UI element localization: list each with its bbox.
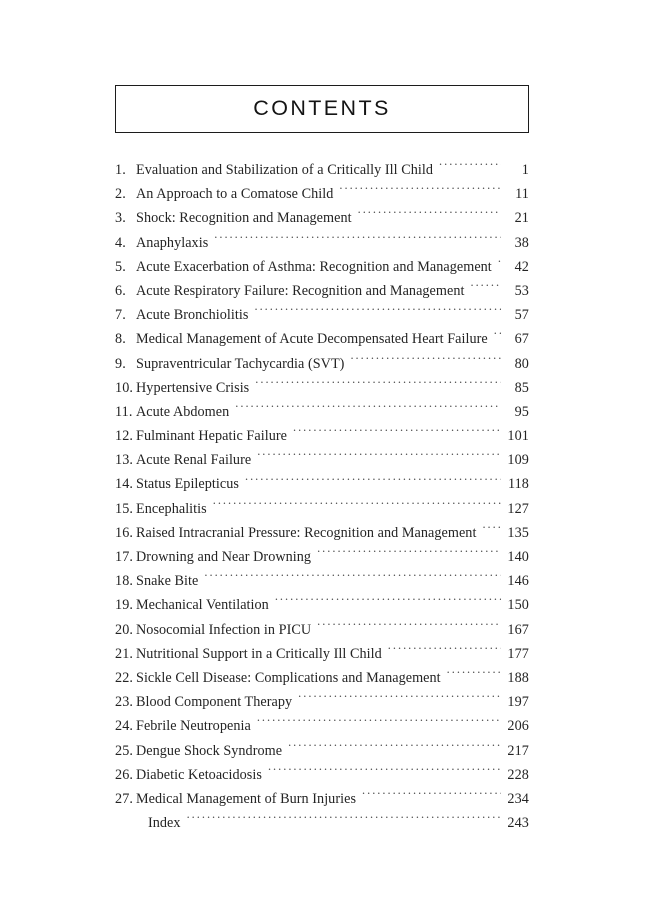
toc-entry-number: 27.	[115, 790, 134, 807]
dot-leader	[350, 353, 501, 367]
dot-leader	[362, 789, 501, 803]
dot-leader	[317, 547, 501, 561]
toc-entry-title: Supraventricular Tachycardia (SVT)	[136, 355, 345, 372]
toc-entry-number: 11.	[115, 403, 133, 420]
toc-row[interactable]	[115, 182, 529, 206]
toc-entry-number: 1.	[115, 162, 126, 178]
toc-entry-page-number: 109	[507, 452, 529, 469]
toc-entry-page-number: 146	[507, 573, 529, 590]
toc-entry-number: 14.	[115, 476, 134, 493]
toc-entry-title: Anaphylaxis	[136, 234, 209, 251]
toc-entry-title: Acute Abdomen	[136, 403, 230, 420]
toc-entry-number: 25.	[115, 742, 134, 759]
toc-entry-title: Hypertensive Crisis	[136, 379, 250, 396]
toc-entry-number: 16.	[115, 524, 134, 541]
toc-entry-page-number: 197	[507, 694, 529, 711]
toc-entry-page-number: 11	[515, 186, 529, 203]
toc-row[interactable]	[115, 521, 529, 545]
toc-entry-page-number: 95	[514, 403, 529, 420]
dot-leader	[298, 692, 501, 706]
dot-leader	[439, 160, 501, 174]
toc-entry-number: 8.	[115, 331, 126, 348]
toc-entry-number: 6.	[115, 282, 126, 299]
toc-row[interactable]	[115, 739, 529, 763]
toc-entry-title: Nosocomial Infection in PICU	[136, 621, 312, 638]
toc-entry-page-number: 228	[507, 766, 529, 783]
toc-entry-page-number: 21	[514, 210, 529, 227]
toc-entry-title: Status Epilepticus	[136, 476, 239, 493]
toc-entry-title: Acute Exacerbation of Asthma: Recognition and Management	[136, 258, 492, 275]
toc-entry-page-number: 243	[507, 815, 529, 832]
toc-row[interactable]	[115, 376, 529, 400]
toc-entry-number: 12.	[115, 428, 134, 445]
toc-entry-title: Acute Respiratory Failure: Recognition and Management	[136, 282, 465, 299]
toc-row[interactable]	[115, 255, 529, 279]
toc-row[interactable]	[115, 206, 529, 230]
dot-leader	[213, 498, 501, 512]
toc-entry-page-number: 140	[507, 549, 529, 565]
toc-row[interactable]	[115, 158, 529, 182]
toc-entry-number: 2.	[115, 186, 126, 203]
toc-entry-page-number: 101	[507, 428, 529, 445]
table-of-contents-list	[115, 158, 529, 835]
toc-entry-number: 3.	[115, 210, 126, 227]
toc-entry-title: Febrile Neutropenia	[136, 718, 251, 735]
dot-leader	[275, 595, 501, 609]
toc-entry-page-number: 57	[514, 307, 529, 324]
toc-entry-number: 5.	[115, 258, 126, 275]
toc-entry-number: 7.	[115, 307, 126, 324]
toc-entry-number: 17.	[115, 549, 134, 565]
toc-entry-page-number: 80	[514, 355, 529, 372]
toc-entry-page-number: 127	[507, 500, 529, 517]
dot-leader	[254, 305, 501, 319]
toc-entry-page-number: 217	[507, 742, 529, 759]
toc-entry-page-number: 85	[514, 379, 529, 396]
toc-entry-page-number: 150	[507, 597, 529, 614]
toc-entry-title: Index	[148, 815, 181, 832]
toc-entry-title: Encephalitis	[136, 500, 207, 517]
toc-row[interactable]	[115, 400, 529, 424]
toc-row[interactable]	[115, 787, 529, 811]
toc-row[interactable]	[115, 231, 529, 255]
toc-entry-number: 18.	[115, 573, 134, 590]
dot-leader	[257, 450, 501, 464]
toc-entry-title: An Approach to a Comatose Child	[136, 186, 334, 203]
dot-leader	[317, 619, 501, 633]
toc-entry-title: Blood Component Therapy	[136, 694, 293, 711]
toc-row[interactable]	[115, 593, 529, 617]
dot-leader	[214, 232, 501, 246]
dot-leader	[255, 378, 501, 392]
toc-row[interactable]	[115, 666, 529, 690]
dot-leader	[187, 813, 501, 827]
toc-entry-number: 15.	[115, 500, 134, 517]
toc-row[interactable]	[115, 352, 529, 376]
dot-leader	[358, 208, 501, 222]
toc-entry-page-number: 234	[507, 790, 529, 807]
toc-entry-page-number: 53	[514, 282, 529, 299]
toc-entry-title: Fulminant Hepatic Failure	[136, 428, 287, 445]
toc-entry-number: 19.	[115, 597, 134, 614]
dot-leader	[388, 644, 501, 658]
toc-row[interactable]	[115, 545, 529, 569]
toc-entry-title: Mechanical Ventilation	[136, 597, 269, 614]
dot-leader	[498, 257, 501, 271]
toc-row[interactable]	[115, 714, 529, 738]
page-title: CONTENTS	[253, 96, 391, 121]
toc-entry-title: Dengue Shock Syndrome	[136, 742, 283, 759]
toc-entry-title: Diabetic Ketoacidosis	[136, 766, 262, 783]
toc-entry-number: 22.	[115, 669, 134, 686]
toc-row[interactable]	[115, 642, 529, 666]
toc-entry-page-number: 177	[507, 645, 529, 662]
toc-entry-number: 10.	[115, 379, 134, 396]
dot-leader	[494, 329, 501, 343]
toc-entry-page-number: 67	[514, 331, 529, 348]
dot-leader	[293, 426, 501, 440]
toc-entry-number: 13.	[115, 452, 134, 469]
dot-leader	[482, 523, 501, 537]
toc-entry-number: 21.	[115, 645, 134, 662]
toc-entry-title: Nutritional Support in a Critically Ill Child	[136, 645, 382, 662]
toc-row[interactable]	[115, 279, 529, 303]
toc-row[interactable]	[115, 690, 529, 714]
toc-row[interactable]	[115, 497, 529, 521]
toc-entry-page-number: 118	[507, 476, 529, 493]
toc-row[interactable]	[115, 448, 529, 472]
toc-row[interactable]	[115, 618, 529, 642]
toc-entry-title: Shock: Recognition and Management	[136, 210, 352, 227]
dot-leader	[204, 571, 501, 585]
dot-leader	[268, 765, 501, 779]
toc-entry-page-number: 42	[514, 258, 529, 275]
toc-row[interactable]	[115, 569, 529, 593]
toc-entry-title: Raised Intracranial Pressure: Recognition and Management	[136, 524, 477, 541]
toc-entry-number: 26.	[115, 766, 134, 783]
toc-row[interactable]	[115, 424, 529, 448]
toc-entry-page-number: 188	[507, 669, 529, 686]
toc-entry-number: 20.	[115, 621, 134, 638]
toc-entry-number: 24.	[115, 718, 134, 735]
toc-entry-page-number: 38	[514, 234, 529, 251]
toc-row[interactable]	[115, 327, 529, 351]
toc-entry-title: Medical Management of Acute Decompensated Heart Failure	[136, 331, 488, 348]
toc-entry-page-number: 1	[521, 162, 529, 178]
toc-entry-title: Medical Management of Burn Injuries	[136, 790, 357, 807]
toc-row[interactable]	[115, 472, 529, 496]
toc-entry-page-number: 135	[507, 524, 529, 541]
toc-index-row[interactable]	[115, 811, 529, 835]
dot-leader	[339, 184, 501, 198]
dot-leader	[257, 716, 501, 730]
toc-entry-number: 9.	[115, 355, 126, 372]
toc-entry-number: 4.	[115, 234, 126, 251]
toc-entry-number: 23.	[115, 694, 134, 711]
toc-entry-title: Drowning and Near Drowning	[136, 549, 312, 565]
dot-leader	[447, 668, 501, 682]
toc-row[interactable]	[115, 763, 529, 787]
dot-leader	[245, 474, 501, 488]
dot-leader	[235, 402, 501, 416]
toc-entry-page-number: 206	[507, 718, 529, 735]
toc-entry-page-number: 167	[507, 621, 529, 638]
dot-leader	[288, 740, 501, 754]
toc-entry-title: Evaluation and Stabilization of a Critically Ill Child	[136, 162, 434, 178]
toc-row[interactable]	[115, 303, 529, 327]
contents-title-box	[115, 85, 529, 133]
dot-leader	[470, 281, 501, 295]
toc-entry-title: Snake Bite	[136, 573, 199, 590]
toc-entry-title: Sickle Cell Disease: Complications and Management	[136, 669, 441, 686]
toc-entry-title: Acute Bronchiolitis	[136, 307, 249, 324]
toc-entry-title: Acute Renal Failure	[136, 452, 252, 469]
